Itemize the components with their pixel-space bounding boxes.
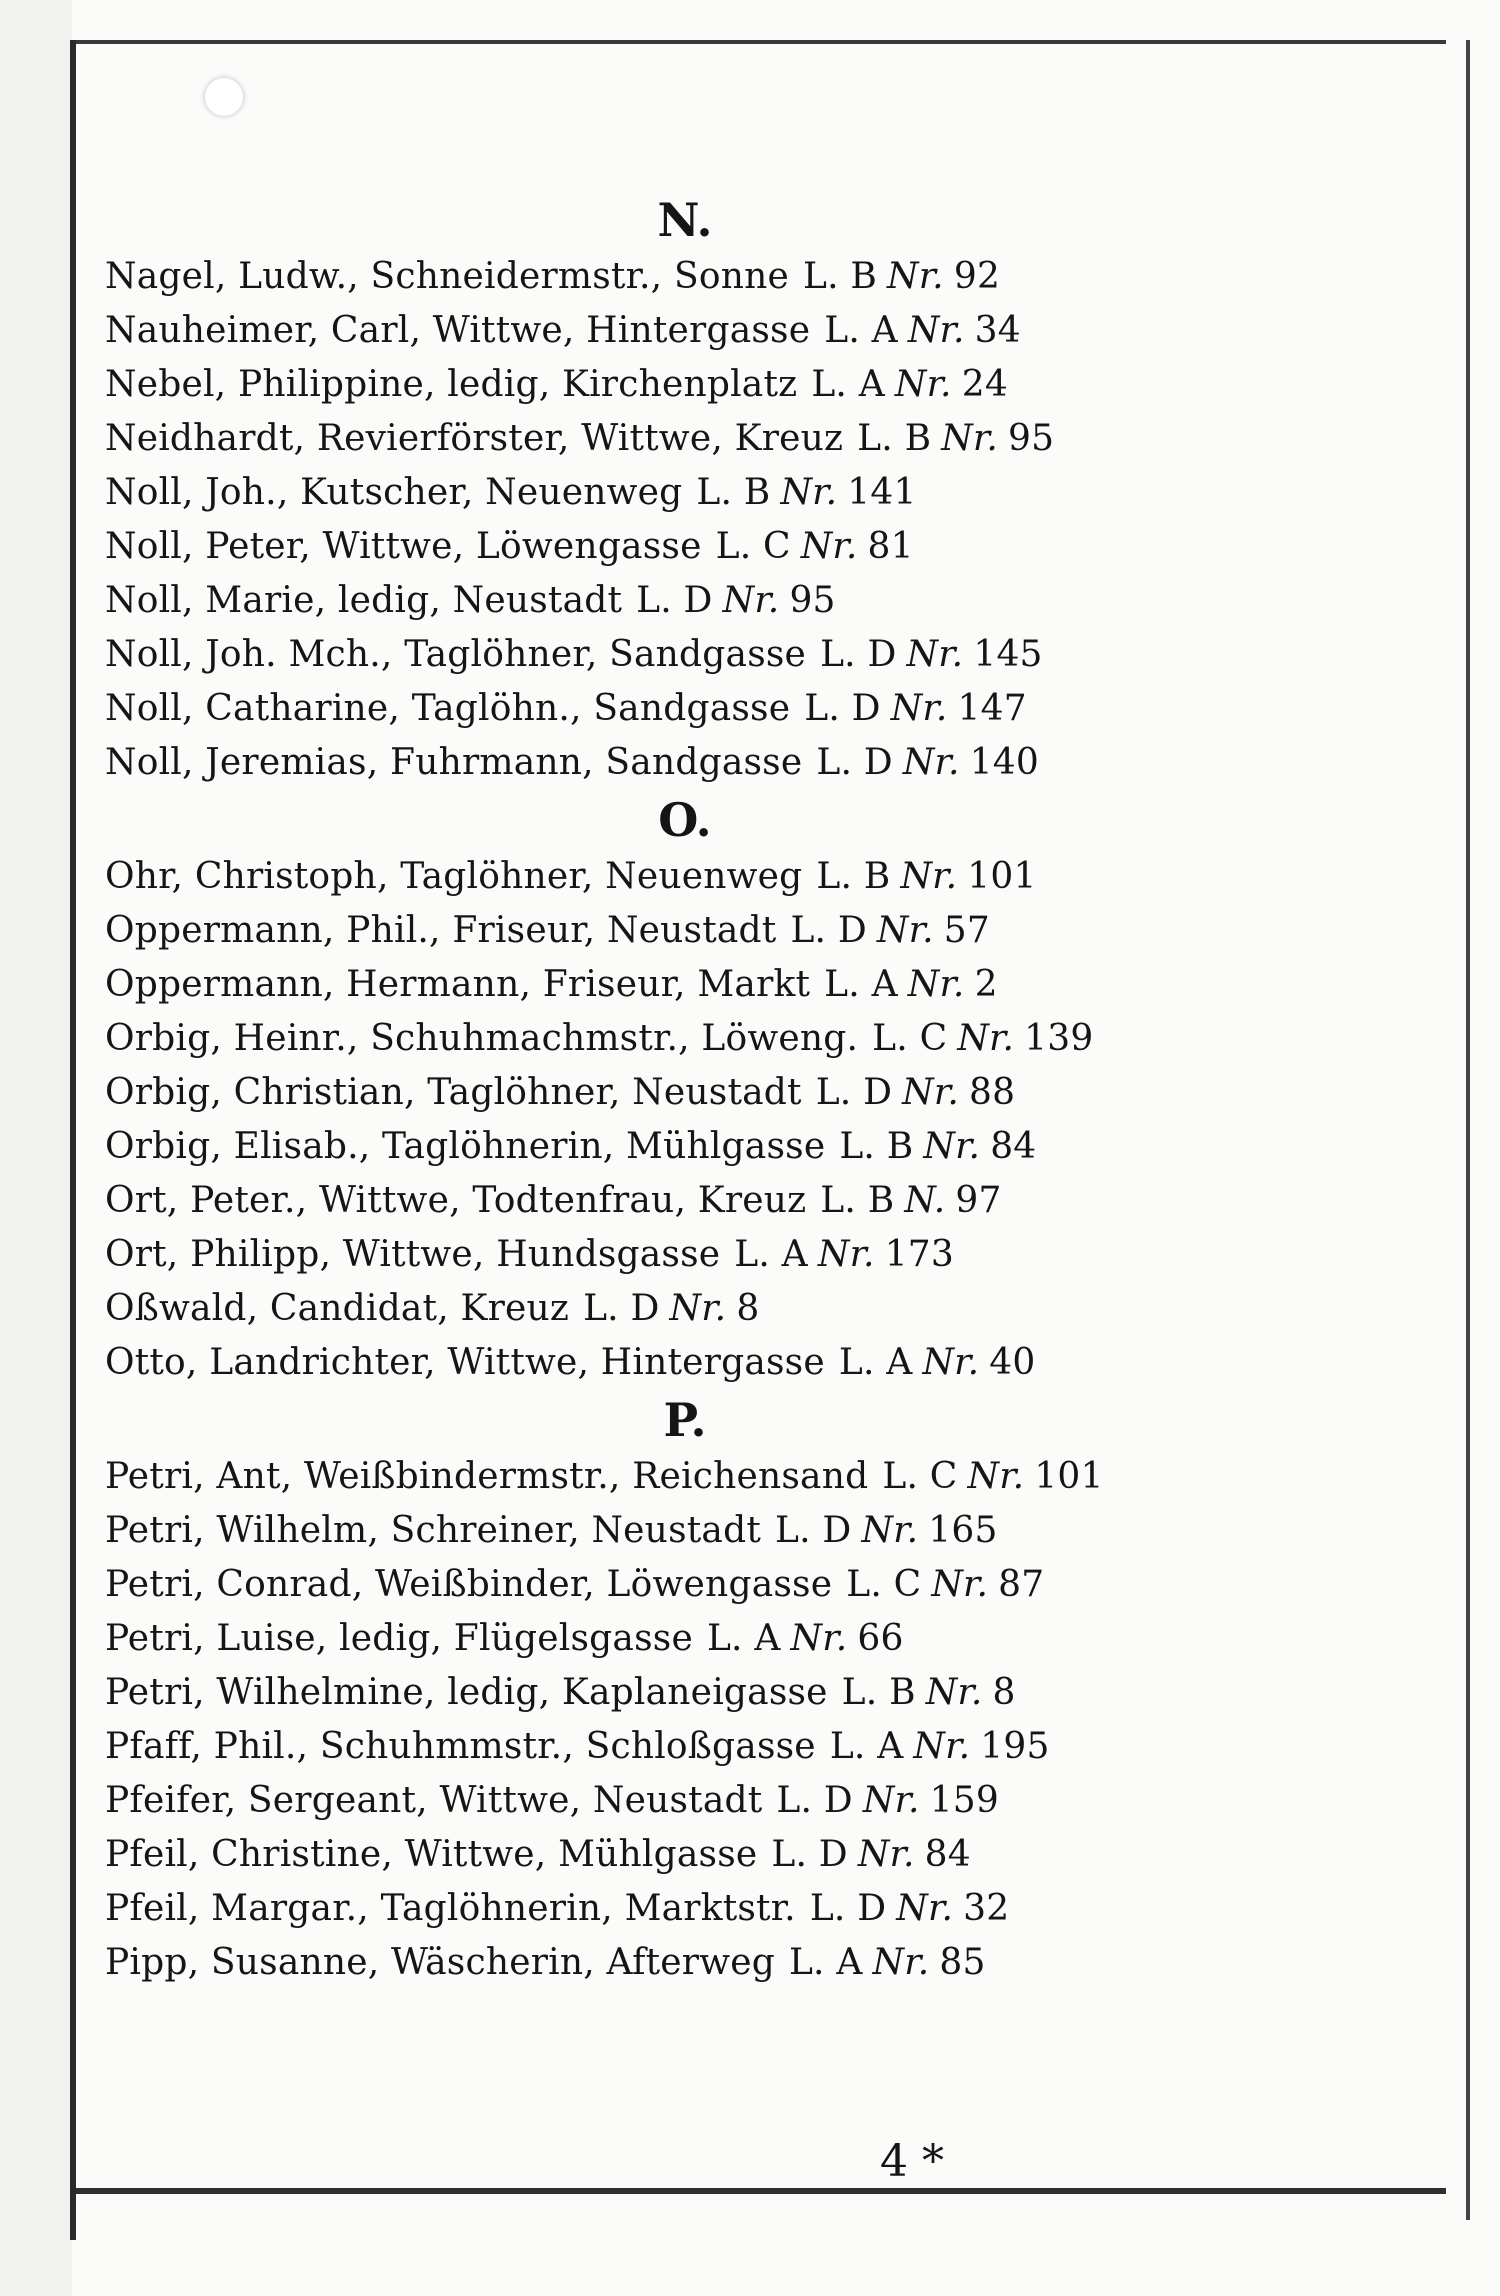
entry-text: Pfeil, Christine, Wittwe, Mühlgasse <box>105 1834 758 1875</box>
entry-text: Nauheimer, Carl, Wittwe, Hintergasse <box>105 310 811 351</box>
entry-lot: L. A <box>706 1618 781 1659</box>
entry-nr-label: Nr. <box>900 856 958 897</box>
entry-number: 140 <box>969 742 1039 783</box>
directory-entry <box>105 1774 1225 1828</box>
directory-entry <box>105 1174 1225 1228</box>
directory-entry <box>105 304 1225 358</box>
section-letter: O. <box>658 793 712 847</box>
directory-entry <box>105 358 1225 412</box>
entry-nr-label: Nr. <box>890 688 948 729</box>
entry-text: Noll, Joh. Mch., Taglöhner, Sandgasse <box>105 634 807 675</box>
entry-number: 159 <box>929 1780 999 1821</box>
entry-lot: L. D <box>815 1072 893 1113</box>
entry-lot: L. B <box>839 1126 914 1167</box>
right-border <box>1466 40 1470 2220</box>
entry-nr-label: Nr. <box>941 418 999 459</box>
entry-nr-label: Nr. <box>669 1288 727 1329</box>
entry-lot: L. C <box>715 526 791 567</box>
entry-text: Pfaff, Phil., Schuhmmstr., Schloßgasse <box>105 1726 816 1767</box>
directory-entry <box>105 1504 1225 1558</box>
entry-number: 8 <box>736 1288 760 1329</box>
directory-entry <box>105 1882 1225 1936</box>
entry-lot: L. B <box>802 256 878 297</box>
entry-nr-label: Nr. <box>922 1342 980 1383</box>
entry-number: 139 <box>1024 1018 1094 1059</box>
entry-lot: L. A <box>838 1342 913 1383</box>
entry-lot: L. C <box>846 1564 922 1605</box>
entry-number: 32 <box>963 1888 1010 1929</box>
entry-number: 101 <box>967 856 1037 897</box>
entry-nr-label: Nr. <box>817 1234 875 1275</box>
punch-hole <box>205 78 243 116</box>
entry-number: 165 <box>928 1510 998 1551</box>
entry-lot: L. D <box>816 742 893 783</box>
entry-lot: L. B <box>696 472 771 513</box>
entry-nr-label: Nr. <box>896 1888 954 1929</box>
entry-number: 84 <box>990 1126 1037 1167</box>
binding-edge <box>70 40 76 2240</box>
directory-entry <box>105 1228 1225 1282</box>
entry-nr-label: N. <box>904 1180 946 1221</box>
entry-number: 24 <box>961 364 1008 405</box>
directory-entry <box>105 850 1225 904</box>
directory-entry <box>105 1336 1225 1390</box>
directory-entry <box>105 628 1225 682</box>
entry-nr-label: Nr. <box>967 1456 1025 1497</box>
directory-entry <box>105 958 1225 1012</box>
entry-number: 95 <box>789 580 836 621</box>
entry-number: 95 <box>1008 418 1055 459</box>
entry-nr-label: Nr. <box>902 1072 959 1113</box>
entry-nr-label: Nr. <box>907 964 965 1005</box>
top-border <box>76 40 1446 44</box>
entry-lot: L. D <box>583 1288 660 1329</box>
directory-entry <box>105 1012 1225 1066</box>
entry-lot: L. D <box>636 580 713 621</box>
left-margin <box>0 0 72 2296</box>
entry-nr-label: Nr. <box>887 256 944 297</box>
entry-nr-label: Nr. <box>902 742 960 783</box>
entry-text: Pfeil, Margar., Taglöhnerin, Marktstr. <box>105 1888 796 1929</box>
entry-number: 101 <box>1034 1456 1104 1497</box>
section-letter: P. <box>663 1393 707 1447</box>
directory-entry <box>105 736 1225 790</box>
page-signature: 4 * <box>880 2136 944 2187</box>
entry-lot: L. A <box>829 1726 904 1767</box>
directory-entry <box>105 904 1225 958</box>
entry-nr-label: Nr. <box>780 472 838 513</box>
entry-text: Orbig, Elisab., Taglöhnerin, Mühlgasse <box>105 1126 826 1167</box>
entry-lot: L. D <box>774 1510 852 1551</box>
entry-nr-label: Nr. <box>861 1510 919 1551</box>
entry-nr-label: Nr. <box>894 364 952 405</box>
entry-nr-label: Nr. <box>722 580 780 621</box>
directory-entry <box>105 1450 1225 1504</box>
entry-text: Noll, Marie, ledig, Neustadt <box>105 580 623 621</box>
directory-entry <box>105 1282 1225 1336</box>
entry-text: Noll, Catharine, Taglöhn., Sandgasse <box>105 688 791 729</box>
directory-entry <box>105 1612 1225 1666</box>
entry-lot: L. D <box>771 1834 848 1875</box>
directory-entry <box>105 412 1225 466</box>
entry-text: Otto, Landrichter, Wittwe, Hintergasse <box>105 1342 825 1383</box>
directory-entry <box>105 1066 1225 1120</box>
entry-text: Petri, Wilhelmine, ledig, Kaplaneigasse <box>105 1672 828 1713</box>
entry-lot: L. C <box>882 1456 958 1497</box>
entry-text: Noll, Joh., Kutscher, Neuenweg <box>105 472 683 513</box>
directory-entry <box>105 1120 1225 1174</box>
entry-number: 145 <box>973 634 1043 675</box>
directory-entry <box>105 250 1225 304</box>
directory-entry <box>105 520 1225 574</box>
entry-lot: L. D <box>776 1780 853 1821</box>
entry-nr-label: Nr. <box>872 1942 930 1983</box>
directory-entry <box>105 466 1225 520</box>
entry-number: 84 <box>924 1834 971 1875</box>
entry-nr-label: Nr. <box>862 1780 920 1821</box>
entry-nr-label: Nr. <box>931 1564 989 1605</box>
entry-lot: L. A <box>811 364 885 405</box>
entry-number: 87 <box>998 1564 1045 1605</box>
entry-text: Noll, Jeremias, Fuhrmann, Sandgasse <box>105 742 803 783</box>
entry-number: 81 <box>867 526 914 567</box>
entry-text: Orbig, Heinr., Schuhmachmstr., Löweng. <box>105 1018 859 1059</box>
entry-text: Ort, Philipp, Wittwe, Hundsgasse <box>105 1234 721 1275</box>
entry-nr-label: Nr. <box>925 1672 983 1713</box>
bottom-border <box>76 2188 1446 2194</box>
entry-lot: L. A <box>788 1942 863 1983</box>
entry-nr-label: Nr. <box>907 310 965 351</box>
entry-lot: L. A <box>824 964 898 1005</box>
entry-nr-label: Nr. <box>790 1618 848 1659</box>
entry-text: Oppermann, Hermann, Friseur, Markt <box>105 964 811 1005</box>
entry-text: Petri, Luise, ledig, Flügelsgasse <box>105 1618 693 1659</box>
entry-number: 85 <box>939 1942 986 1983</box>
entry-text: Petri, Wilhelm, Schreiner, Neustadt <box>105 1510 761 1551</box>
entry-lot: L. B <box>816 856 891 897</box>
entry-number: 147 <box>957 688 1027 729</box>
entry-text: Ort, Peter., Wittwe, Todtenfrau, Kreuz <box>105 1180 807 1221</box>
entry-lot: L. D <box>820 634 897 675</box>
entry-number: 88 <box>968 1072 1016 1113</box>
entry-number: 97 <box>955 1180 1002 1221</box>
directory-entry <box>105 1558 1225 1612</box>
entry-number: 141 <box>847 472 917 513</box>
entry-number: 173 <box>884 1234 955 1275</box>
entry-text: Petri, Conrad, Weißbinder, Löwengasse <box>105 1564 833 1605</box>
entry-text: Neidhardt, Revierförster, Wittwe, Kreuz <box>105 418 844 459</box>
entry-lot: L. A <box>734 1234 808 1275</box>
entry-text: Oßwald, Candidat, Kreuz <box>105 1288 570 1329</box>
entry-number: 92 <box>953 256 1001 297</box>
directory-entry <box>105 574 1225 628</box>
entry-number: 66 <box>857 1618 904 1659</box>
directory-entry <box>105 1720 1225 1774</box>
entry-number: 57 <box>943 910 990 951</box>
entry-lot: L. A <box>824 310 898 351</box>
entry-text: Petri, Ant, Weißbindermstr., Reichensand <box>105 1456 869 1497</box>
section-letter: N. <box>657 193 713 247</box>
entry-lot: L. B <box>820 1180 895 1221</box>
entry-lot: L. B <box>841 1672 916 1713</box>
entry-lot: L. C <box>872 1018 948 1059</box>
directory-entry <box>105 1828 1225 1882</box>
entry-nr-label: Nr. <box>876 910 934 951</box>
entry-number: 40 <box>989 1342 1036 1383</box>
entry-text: Oppermann, Phil., Friseur, Neustadt <box>105 910 777 951</box>
entry-number: 8 <box>992 1672 1016 1713</box>
entry-lot: L. B <box>857 418 932 459</box>
entry-number: 195 <box>980 1726 1050 1767</box>
entry-nr-label: Nr. <box>800 526 858 567</box>
entry-text: Nagel, Ludw., Schneidermstr., Sonne <box>105 256 789 297</box>
directory-listing <box>105 190 1225 1990</box>
entry-text: Nebel, Philippine, ledig, Kirchenplatz <box>105 364 798 405</box>
directory-entry <box>105 1666 1225 1720</box>
entry-nr-label: Nr. <box>913 1726 971 1767</box>
entry-nr-label: Nr. <box>857 1834 915 1875</box>
entry-text: Pipp, Susanne, Wäscherin, Afterweg <box>105 1942 775 1983</box>
entry-text: Ohr, Christoph, Taglöhner, Neuenweg <box>105 856 803 897</box>
entry-nr-label: Nr. <box>906 634 964 675</box>
entry-text: Orbig, Christian, Taglöhner, Neustadt <box>105 1072 802 1113</box>
directory-entry <box>105 1936 1225 1990</box>
entry-lot: L. D <box>804 688 881 729</box>
entry-nr-label: Nr. <box>957 1018 1015 1059</box>
directory-entry <box>105 682 1225 736</box>
entry-lot: L. D <box>809 1888 887 1929</box>
entry-text: Pfeifer, Sergeant, Wittwe, Neustadt <box>105 1780 763 1821</box>
entry-lot: L. D <box>790 910 867 951</box>
entry-number: 34 <box>974 310 1021 351</box>
entry-number: 2 <box>974 964 998 1005</box>
entry-text: Noll, Peter, Wittwe, Löwengasse <box>105 526 702 567</box>
entry-nr-label: Nr. <box>923 1126 981 1167</box>
